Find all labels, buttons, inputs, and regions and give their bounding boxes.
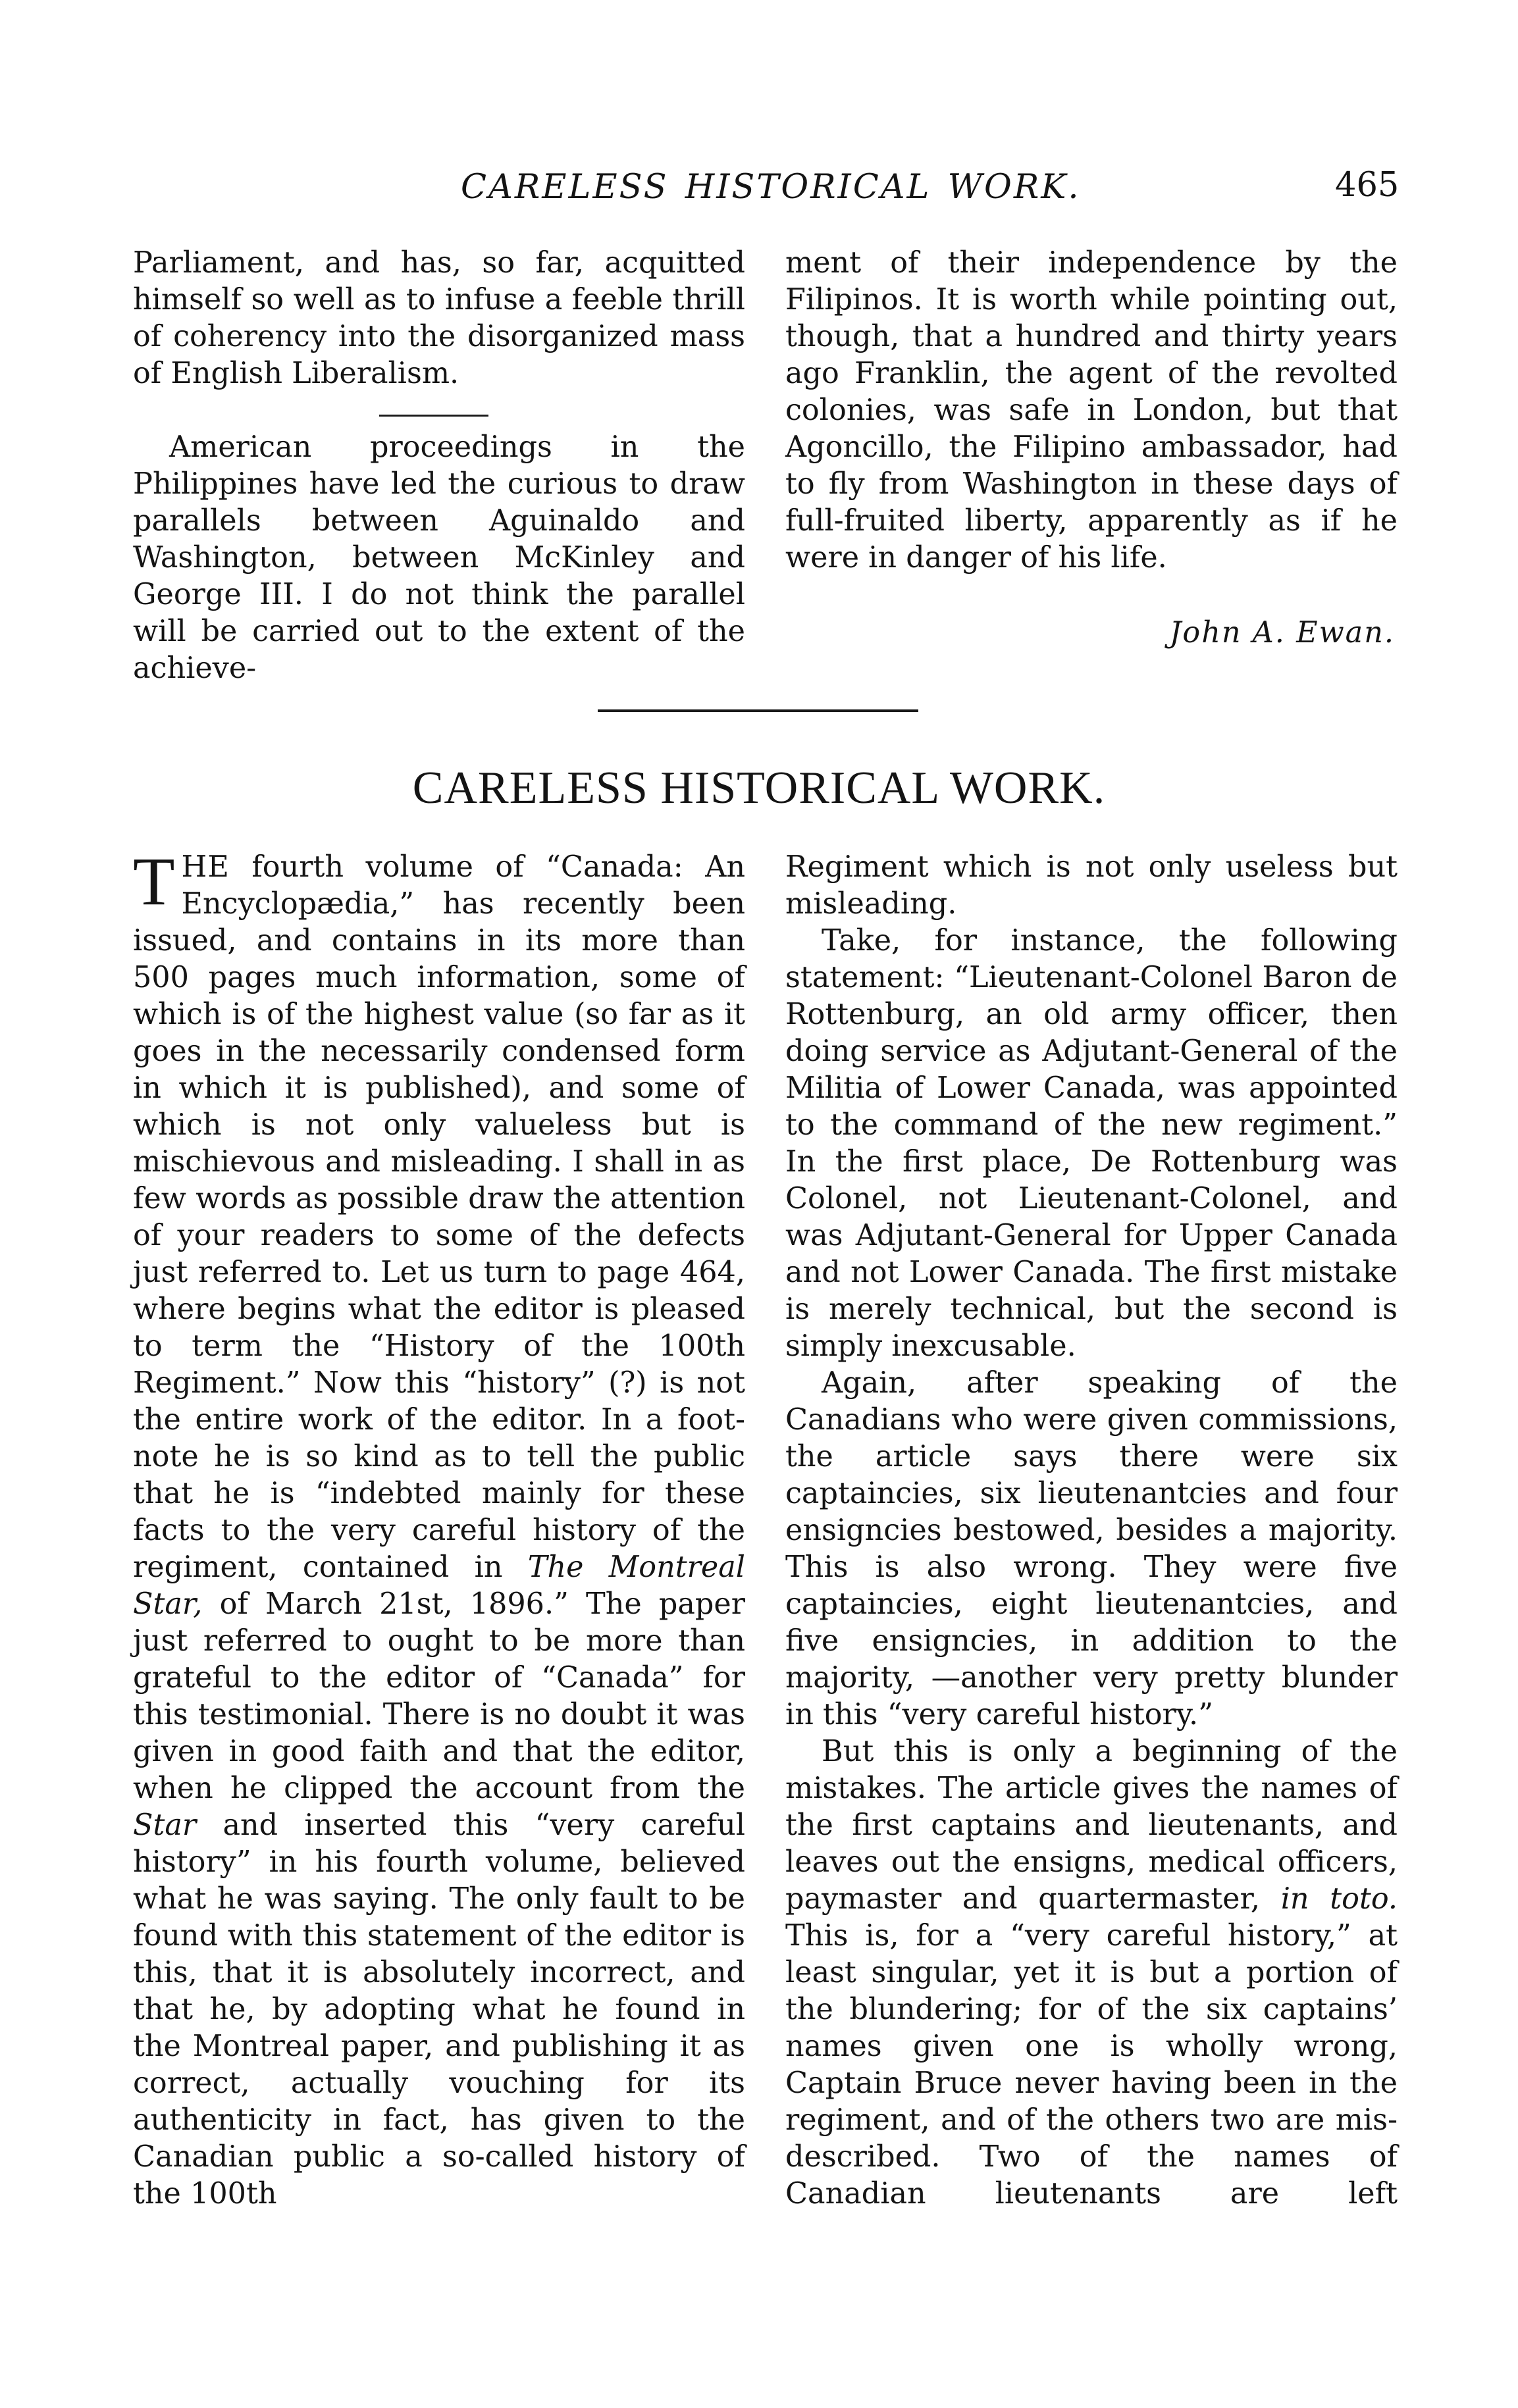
opening-word: HE bbox=[181, 850, 230, 884]
previous-article-left-column bbox=[133, 245, 745, 403]
paragraph-text: of March 21st, 1896.” The paper just referred to ought to be more than grateful to the editor of “Canada” for this testimonial. There is no doubt it was given in good faith and that the editor, when he clipped the account from the bbox=[133, 1587, 745, 1805]
previous-article-right-column bbox=[785, 245, 1398, 613]
previous-paragraph-1: Parliament, and has, so far, acquitted himself so well as to infuse a feeble thrill of coherency into the disorganized mass of English Liberalism. bbox=[133, 246, 745, 390]
article-separator-rule bbox=[598, 709, 918, 712]
previous-paragraph-2: American proceedings in the Philippines have led the curious to draw parallels between Aguinaldo and Washington, between McKinley and George III. I do not think the parallel will be carried out to the extent of the achieve- bbox=[133, 430, 745, 685]
author-signature: John A. Ewan. bbox=[1169, 616, 1395, 650]
article-left-column bbox=[133, 844, 746, 2251]
italic-publication-short: Star bbox=[133, 1808, 197, 1842]
previous-paragraph-right: ment of their independence by the Filipinos. It is worth while pointing out, though, that a hundred and thirty years ago Franklin, the agent of the revolted colonies, was safe in London, but that Agoncillo, the Filipino ambassador, had to fly from Washington in these days of full-fruited liberty, apparently as if he were in danger of his life. bbox=[785, 246, 1398, 575]
paragraph-text: fourth volume of “Canada: An Encyclopædia,” has recently been issued, and contains in its more than 500 pages much information, some of which is of the highest value (so far as it goes in the necessarily condensed form in which it is published), and some of which is not only valueless but is mischievous and misleading. I shall in as few words as possible draw the attention of your readers to some of the defects just referred to. Let us turn to page 464, where begins what the editor is pleased to term the “History of the 100th Regiment.” Now this “history” (?) is not the entire work of the editor. In a foot-note he is so kind as to tell the public that he is “indebted mainly for these facts to the very careful history of the regiment, contained in bbox=[133, 850, 745, 1584]
article-paragraph-3: Again, after speaking of the Canadians who were given commissions, the article says there were six captaincies, six lieutenantcies and four ensigncies bestowed, besides a majority. This is also wrong. They were five captaincies, eight lieutenantcies, and five ensigncies, in addition to the majority, —another very pretty blunder in this “very careful history.” bbox=[785, 1366, 1398, 1731]
article-title: CARELESS HISTORICAL WORK. bbox=[412, 763, 1106, 813]
previous-article-left-column-2 bbox=[133, 429, 745, 685]
article-paragraph-continuation: Regiment which is not only useless but misleading. bbox=[785, 850, 1398, 921]
article-right-column bbox=[785, 849, 1398, 2251]
drop-cap: T bbox=[133, 844, 175, 919]
italic-publication: The Montreal Star, bbox=[133, 1550, 746, 1621]
page-number: 465 bbox=[1335, 166, 1400, 205]
running-head: CARELESS HISTORICAL WORK. bbox=[461, 168, 1081, 207]
article-paragraph-2: Take, for instance, the following statement: “Lieutenant-Colonel Baron de Rottenburg, an old army officer, then doing service as Adjutant-General of the Militia of Lower Canada, was appointed to the command of the new regiment.” In the first place, De Rottenburg was Colonel, not Lieutenant-Colonel, and was Adjutant-General for Upper Canada and not Lower Canada. The first mistake is merely technical, but the second is simply inexcusable. bbox=[785, 924, 1398, 1363]
paragraph-text: This is, for a “very careful history,” at least singular, yet it is but a portion of the blundering; for of the six captains’ names given one is wholly wrong, Captain Bruce never having been in the regiment, and of the others two are mis-described. Two of the names of Canadian lieutenants are left bbox=[785, 1919, 1398, 2211]
article-paragraph-1 bbox=[133, 844, 746, 2213]
section-divider-short bbox=[379, 415, 488, 417]
paragraph-text: and inserted this “very careful history” in his fourth volume, believed what he was saying. The only fault to be found with this statement of the editor is this, that it is absolutely incorrect, and that he, by adopting what he found in the Montreal paper, and publishing it as correct, actually vouching for its authenticity in fact, has given to the Canadian public a so-called history of the 100th bbox=[133, 1808, 745, 2211]
article-paragraph-4 bbox=[785, 1733, 1398, 2213]
paragraph-text: But this is only a beginning of the mistakes. The article gives the names of the first captains and lieutenants, and leaves out the ensigns, medical officers, paymaster and quartermaster, bbox=[785, 1735, 1398, 1916]
italic-phrase: in toto. bbox=[1280, 1882, 1398, 1916]
